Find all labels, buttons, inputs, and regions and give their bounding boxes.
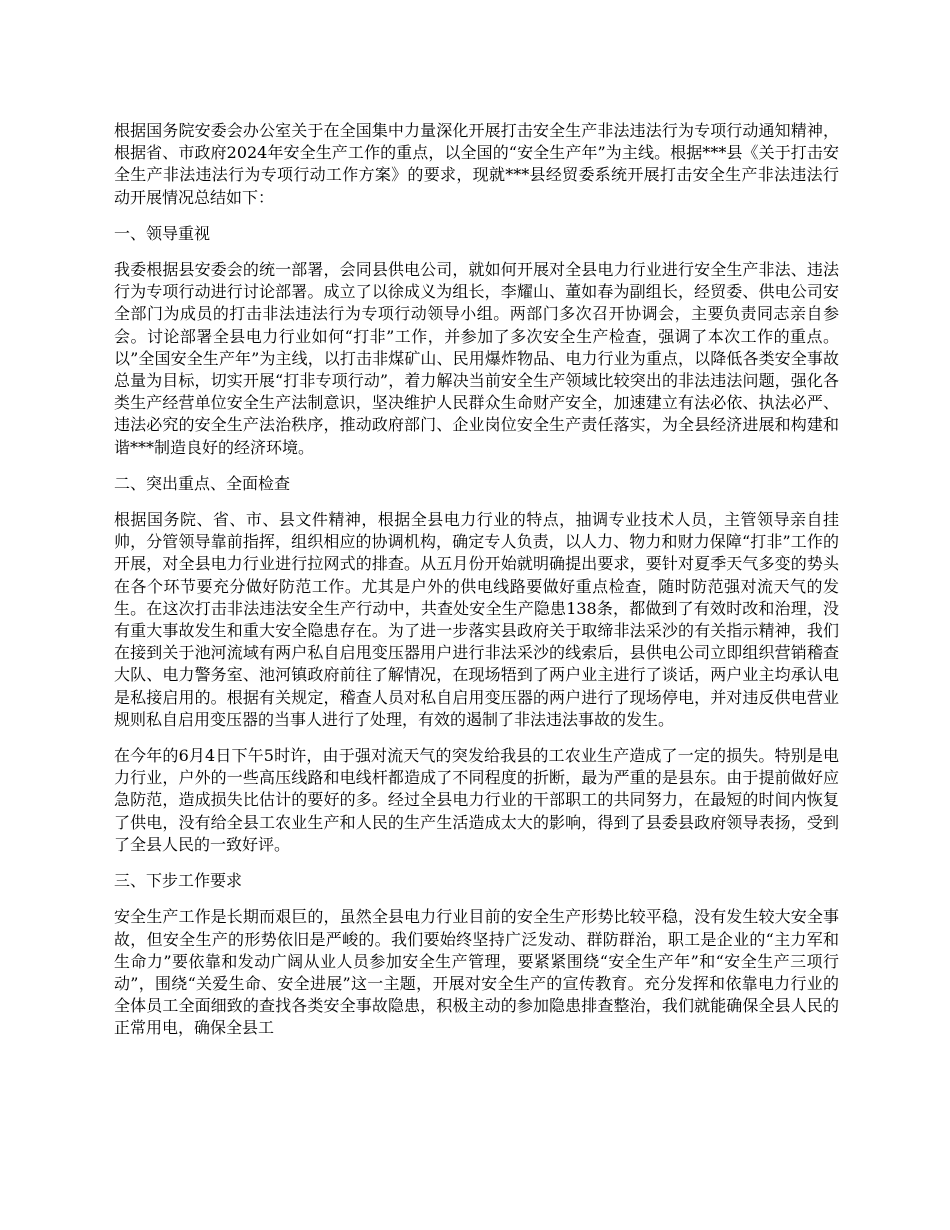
inspection-paragraph-1: 根据国务院、省、市、县文件精神，根据全县电力行业的特点，抽调专业技术人员，主管领导亲自挂帅，分管领导靠前指挥，组织相应的协调机构，确定专人负责，以人力、物力和财力保障“打非”工作的开展，对全县电力行业进行拉网式的排查。从五月份开始就明确提出要求，要针对夏季天气多变的势头在各个环节要充分做好防范工作。尤其是户外的供电线路要做好重点检查，随时防范强对流天气的发生。在这次打击非法违法安全生产行动中，共查处安全生产隐患138条，都做到了有效时改和治理，没有重大事故发生和重大安全隐患存在。为了进一步落实县政府关于取缔非法采沙的有关指示精神，我们在接到关于池河流域有两户私自启甩变压器用户进行非法采沙的线索后，县供电公司立即组织营销稽查大队、电力警务室、池河镇政府前往了解情况，在现场牾到了两户业主进行了谈话，两户业主均承认电是私接启用的。根据有关规定，稽查人员对私自启用变压器的两户进行了现场停电，并对违反供电营业规则私自启用变压器的当事人进行了处理，有效的遏制了非法违法事故的发生。	[114, 510, 839, 729]
next-steps-paragraph: 安全生产工作是长期而艰巨的，虽然全县电力行业目前的安全生产形势比较平稳，没有发生较大安全事故，但安全生产的形势依旧是严峻的。我们要始终坚持广泛发动、群防群治，职工是企业的“主力军和生命力”要依靠和发动广阔从业人员参加安全生产管理，要紧紧围绕“安全生产年”和“安全生产三项行动”，围绕“关爱生命、安全进展”这一主题，开展对安全生产的宣传教育。充分发挥和依靠电力行业的全体员工全面细致的查找各类安全事故隐患，积极主动的参加隐患排查整治，我们就能确保全县人民的正常用电，确保全县工	[114, 907, 839, 1038]
intro-paragraph: 根据国务院安委会办公室关于在全国集中力量深化开展打击安全生产非法违法行为专项行动通知精神，根据省、市政府2024年安全生产工作的重点，以全国的“安全生产年”为主线。根据***县《关于打击安全生产非法违法行为专项行动工作方案》的要求，现就***县经贸委系统开展打击安全生产非法违法行动开展情况总结如下：	[114, 121, 839, 207]
section-heading-leadership: 一、领导重视	[114, 223, 211, 243]
leadership-paragraph: 我委根据县安委会的统一部署，会同县供电公司，就如何开展对全县电力行业进行安全生产非法、违法行为专项行动进行讨论部署。成立了以徐成义为组长，李耀山、董如春为副组长，经贸委、供电公司安全部门为成员的打击非法违法行为专项行动领导小组。两部门多次召开协调会，主要负责同志亲自参会。讨论部署全县电力行业如何“打非”工作，并参加了多次安全生产检查，强调了本次工作的重点。以”全国安全生产年”为主线，以打击非煤矿山、民用爆炸物品、电力行业为重点，以降低各类安全事故总量为目标，切实开展“打非专项行动”，着力解决当前安全生产领域比较突出的非法违法问题，强化各类生产经营单位安全生产法制意识，坚决维护人民群众生命财产安全，加速建立有法必依、执法必严、违法必究的安全生产法治秩序，推动政府部门、企业岗位安全生产责任落实，为全县经济进展和构建和谐***制造良好的经济环境。	[114, 260, 839, 457]
section-heading-inspection: 二、突出重点、全面检查	[114, 473, 291, 493]
document-page	[114, 120, 839, 1054]
section-heading-next-steps: 三、下步工作要求	[114, 871, 243, 891]
inspection-paragraph-2: 在今年的6月4日下午5时许，由于强对流天气的突发给我县的工农业生产造成了一定的损失。特别是电力行业，户外的一些高压线路和电线杆都造成了不同程度的折断，最为严重的是县东。由于提前做好应急防范，造成损失比估计的要好的多。经过全县电力行业的干部职工的共同努力，在最短的时间内恢复了供电，没有给全县工农业生产和人民的生产生活造成太大的影响，得到了县委县政府领导表扬，受到了全县人民的一致好评。	[114, 746, 839, 854]
